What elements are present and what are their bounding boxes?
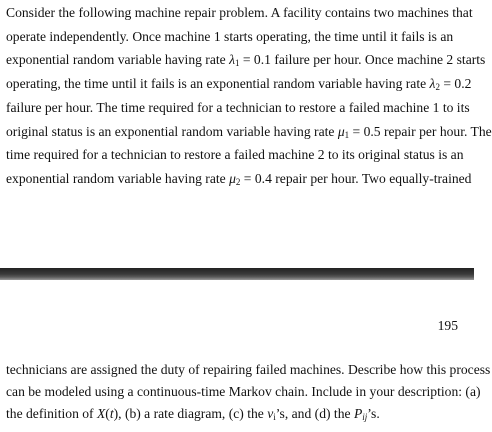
text-run: operating, the time until it fails is an exponential random variable having rate <box>6 76 430 92</box>
text-line <box>6 5 473 21</box>
text-run: technicians are assigned the duty of repairing failed machines. Describe how this process <box>6 362 491 377</box>
lambda-symbol: λ <box>429 76 436 92</box>
subscript: 1 <box>234 58 240 69</box>
subscript: 2 <box>235 176 241 187</box>
continuation-paragraph <box>6 362 491 432</box>
text-run: exponential random variable having rate <box>6 170 230 186</box>
variable-P: P <box>353 406 363 421</box>
variable-v: v <box>267 406 274 421</box>
subscript: 1 <box>344 129 350 140</box>
text-run: = 0.1 failure per hour. Once machine 2 starts <box>239 52 486 68</box>
text-run: = 0.2 <box>439 76 472 92</box>
text-run: , (b) a rate diagram, (c) the <box>118 406 268 421</box>
page-separator <box>0 268 474 280</box>
text-line <box>6 124 492 140</box>
text-run: = 0.4 repair per hour. Two equally-trained <box>240 170 472 186</box>
mu-symbol: μ <box>337 123 345 139</box>
text-run: can be modeled using a continuous-time Markov chain. Include in your description: (a) <box>6 384 481 399</box>
variable-t: t <box>109 406 114 421</box>
text-run: ) <box>113 406 119 421</box>
text-run: original status is an exponential random variable having rate <box>6 123 338 139</box>
text-run: = 0.5 repair per hour. The <box>349 123 492 139</box>
text-run: Consider the following machine repair problem. A facility contains two machines that <box>6 5 473 20</box>
subscript: i <box>273 412 276 422</box>
mu-symbol: μ <box>229 170 236 186</box>
text-line <box>6 406 380 422</box>
lambda-symbol: λ <box>229 52 235 68</box>
variable-X: X <box>96 406 106 421</box>
problem-paragraph <box>6 5 492 195</box>
subscript: 2 <box>435 82 440 93</box>
text-line <box>6 384 481 400</box>
text-run: failure per hour. The time required for a technician to restore a failed machine 1 to its <box>6 99 470 115</box>
text-line <box>6 362 490 378</box>
text-run: ’s, and (d) the <box>275 406 354 421</box>
page-number: 195 <box>437 318 458 333</box>
text-run: ’s. <box>367 406 380 421</box>
text-line <box>6 52 485 68</box>
subscript: ij <box>362 412 368 422</box>
text-line <box>6 29 453 45</box>
text-run: exponential random variable having rate <box>6 52 230 68</box>
text-run: ( <box>105 406 110 421</box>
text-run: operate independently. Once machine 1 starts operating, the time until it fails is an <box>6 28 454 44</box>
text-line <box>6 147 464 163</box>
text-line <box>6 100 470 116</box>
text-line <box>6 76 471 92</box>
text-run: time required for a technician to restore a failed machine 2 to its original status is an <box>6 147 464 163</box>
text-line <box>6 171 471 187</box>
text-run: the definition of <box>6 406 97 421</box>
